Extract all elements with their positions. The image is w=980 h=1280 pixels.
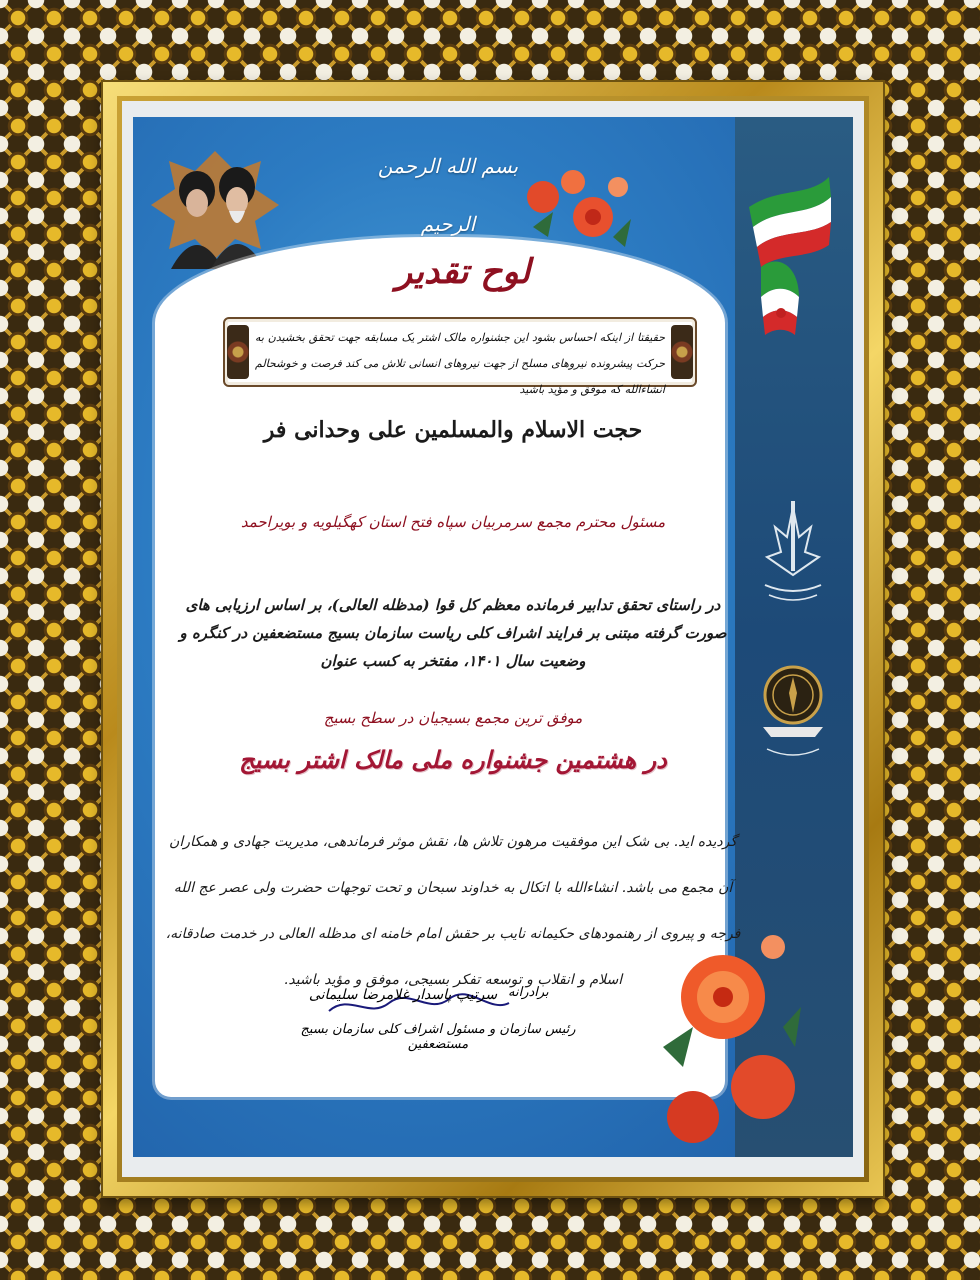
award-subtitle: موفق ترین مجمع بسیجیان در سطح بسیج	[323, 709, 583, 727]
white-mat	[122, 101, 864, 1177]
recipient-name: حجت الاسلام والمسلمین علی وحدانی فر	[263, 417, 643, 443]
certificate	[133, 117, 853, 1157]
basij-emblem-icon	[755, 497, 831, 607]
body-paragraph-1: در راستای تحقق تدابیر فرمانده معظم کل قوا (مدظله العالی)، بر اساس ارزیابی های صورت گرفته مبتنی بر فرایند اشراف کلی ریاست سازمان بسیج مستضعفین در کنگره و وضعیت سال ۱۴۰۱، مفتخر به کسب عنوان	[179, 596, 727, 670]
gold-picture-frame	[103, 82, 883, 1196]
iran-flag-ribbon-icon	[739, 167, 835, 337]
quote-banner	[223, 317, 697, 396]
body-paragraph-2: گردیده اید. بی شک این موفقیت مرهون تلاش ها، نقش موثر فرماندهی، مدیریت جهادی و همکاران آن مجمع می باشد. انشاءالله با اتکال به خداوند سبحان و تحت توجهات حضرت ولی عصر عج الله فرجه و پیروی از رهنمودهای حکیمانه نایب بر حقش امام خامنه ای مدظله العالی در خدمت صادقانه، اسلام و انقلاب و توسعه تفکر بسیجی، موفق و مؤید باشید.	[165, 834, 741, 988]
banner-left-ornament	[227, 325, 249, 379]
signer-title: رئیس سازمان و مسئول اشراف کلی سازمان بسیج مستضعفین	[300, 1022, 576, 1052]
banner-right-ornament	[671, 325, 693, 379]
award-title: در هشتمین جشنواره ملی مالک اشتر بسیج	[239, 745, 667, 774]
recipient-position: مسئول محترم مجمع سرمربیان سپاه فتح استان کهگیلویه و بویراحمد	[240, 513, 666, 531]
frame-inner-bevel	[117, 96, 869, 1182]
organization-emblem-icon	[755, 657, 831, 767]
banner-quote-text: حقیقتا از اینکه احساس بشود این جشنواره مالک اشتر یک مسابقه جهت تحقق بخشیدن به حرکت پیشرونده نیروهای مسلح از جهت نیروهای انسانی تلاش می کند فرصت و خوشحالم انشاءالله که موفق و مؤید باشید	[255, 331, 665, 396]
bismillah-calligraphy: بسم الله الرحمن الرحیم	[377, 154, 519, 236]
certificate-title: لوح تقدیر	[395, 252, 531, 292]
portrait-image	[151, 151, 279, 269]
signer-name: سرتیپ پاسدار غلامرضا سلیمانی	[308, 987, 498, 1003]
closing-word: برادرانه	[508, 985, 549, 1000]
